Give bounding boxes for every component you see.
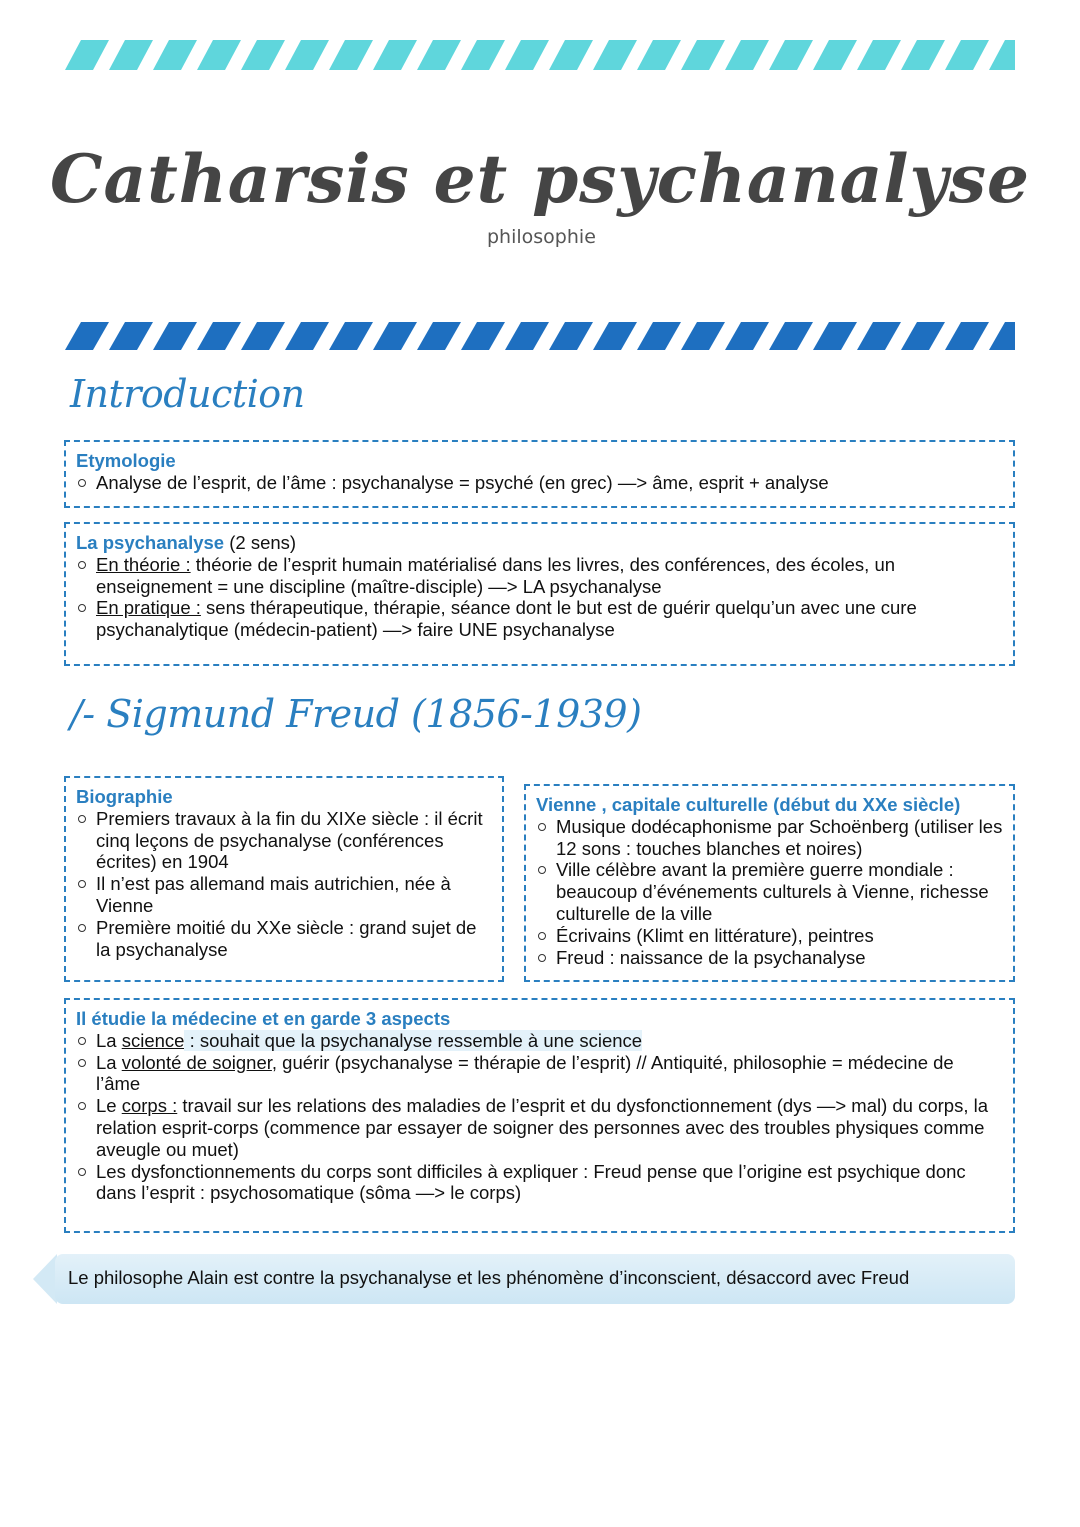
medecine-box <box>64 998 1015 1233</box>
list-item: Ville célèbre avant la première guerre mondiale : beaucoup d’événements culturels à Vienne, richesse culturelle de la ville <box>556 859 1003 924</box>
corps-text: travail sur les relations des maladies de l’esprit et du dysfonctionnement (dys —> mal) du corps, la relation esprit-corps (commence par essayer de soigner des personnes avec des troubles physiques comme aveugle ou muet) <box>96 1095 989 1160</box>
biographie-title: Biographie <box>76 786 173 807</box>
theorie-label: En théorie : <box>96 553 191 575</box>
list-item <box>96 1095 1003 1160</box>
psychanalyse-heading <box>76 532 1003 554</box>
note-arrow-decoration <box>33 1254 57 1304</box>
biographie-box <box>64 776 504 982</box>
theorie-text: théorie de l’esprit humain matérialisé dans les livres, des conférences, des écoles, un enseignement = une discipline (maître-disciple) —> LA psychanalyse <box>96 553 896 597</box>
page-title: Catharsis et psychanalyse <box>49 140 1031 218</box>
soigner-pre: La <box>96 1051 122 1073</box>
corps-pre: Le <box>96 1095 122 1117</box>
list-item: Analyse de l’esprit, de l’âme : psychanalyse = psyché (en grec) —> âme, esprit + analyse <box>96 472 1003 494</box>
pratique-text: sens thérapeutique, thérapie, séance dont le but est de guérir quelqu’un avec une cure psychanalytique (médecin-patient) —> faire UNE psychanalyse <box>96 597 917 641</box>
vienne-title: Vienne , capitale culturelle (début du XXe siècle) <box>536 794 961 815</box>
science-text: : souhait que la psychanalyse ressemble à une science <box>184 1029 643 1051</box>
list-item <box>96 554 1003 598</box>
list-item: Musique dodécaphonisme par Schoënberg (utiliser les 12 sons : touches blanches et noires) <box>556 815 1003 859</box>
psychanalyse-title-suffix: (2 sens) <box>224 532 297 553</box>
soigner-text: , guérir (psychanalyse = thérapie de l’esprit) // Antiquité, philosophie = médecine de l’âme <box>96 1051 954 1095</box>
list-item: Les dysfonctionnements du corps sont difficiles à expliquer : Freud pense que l’origine est psychique donc dans l’esprit : psychosomatique (sôma —> le corps) <box>96 1161 1003 1205</box>
list-item: Il n’est pas allemand mais autrichien, née à Vienne <box>96 873 492 917</box>
list-item <box>96 1030 1003 1052</box>
section-heading-freud: /- Sigmund Freud (1856-1939) <box>70 692 642 736</box>
section-heading-introduction: Introduction <box>70 372 305 416</box>
vienne-box <box>524 784 1015 982</box>
list-item <box>96 1052 1003 1096</box>
list-item: Écrivains (Klimt en littérature), peintres <box>556 925 1003 947</box>
etymologie-title: Etymologie <box>76 450 176 471</box>
psychanalyse-title: La psychanalyse <box>76 532 225 553</box>
science-pre: La <box>96 1029 122 1051</box>
psychanalyse-box <box>64 522 1015 666</box>
medecine-title: Il étudie la médecine et en garde 3 aspects <box>76 1008 451 1029</box>
list-item: Freud : naissance de la psychanalyse <box>556 947 1003 969</box>
title-stripe-decoration <box>65 322 1015 350</box>
alain-note: Le philosophe Alain est contre la psychanalyse et les phénomène d’inconscient, désaccord avec Freud <box>55 1254 1015 1304</box>
list-item: Premiers travaux à la fin du XIXe siècle : il écrit cinq leçons de psychanalyse (conférences écrites) en 1904 <box>96 808 492 873</box>
etymologie-box <box>64 440 1015 508</box>
page-subtitle: philosophie <box>487 226 596 248</box>
top-stripe-decoration <box>65 40 1015 70</box>
corps-label: corps : <box>121 1095 178 1117</box>
list-item: Première moitié du XXe siècle : grand sujet de la psychanalyse <box>96 917 492 961</box>
science-label: science <box>121 1029 185 1051</box>
pratique-label: En pratique : <box>96 597 201 619</box>
soigner-label: volonté de soigner <box>121 1051 272 1073</box>
list-item <box>96 597 1003 641</box>
